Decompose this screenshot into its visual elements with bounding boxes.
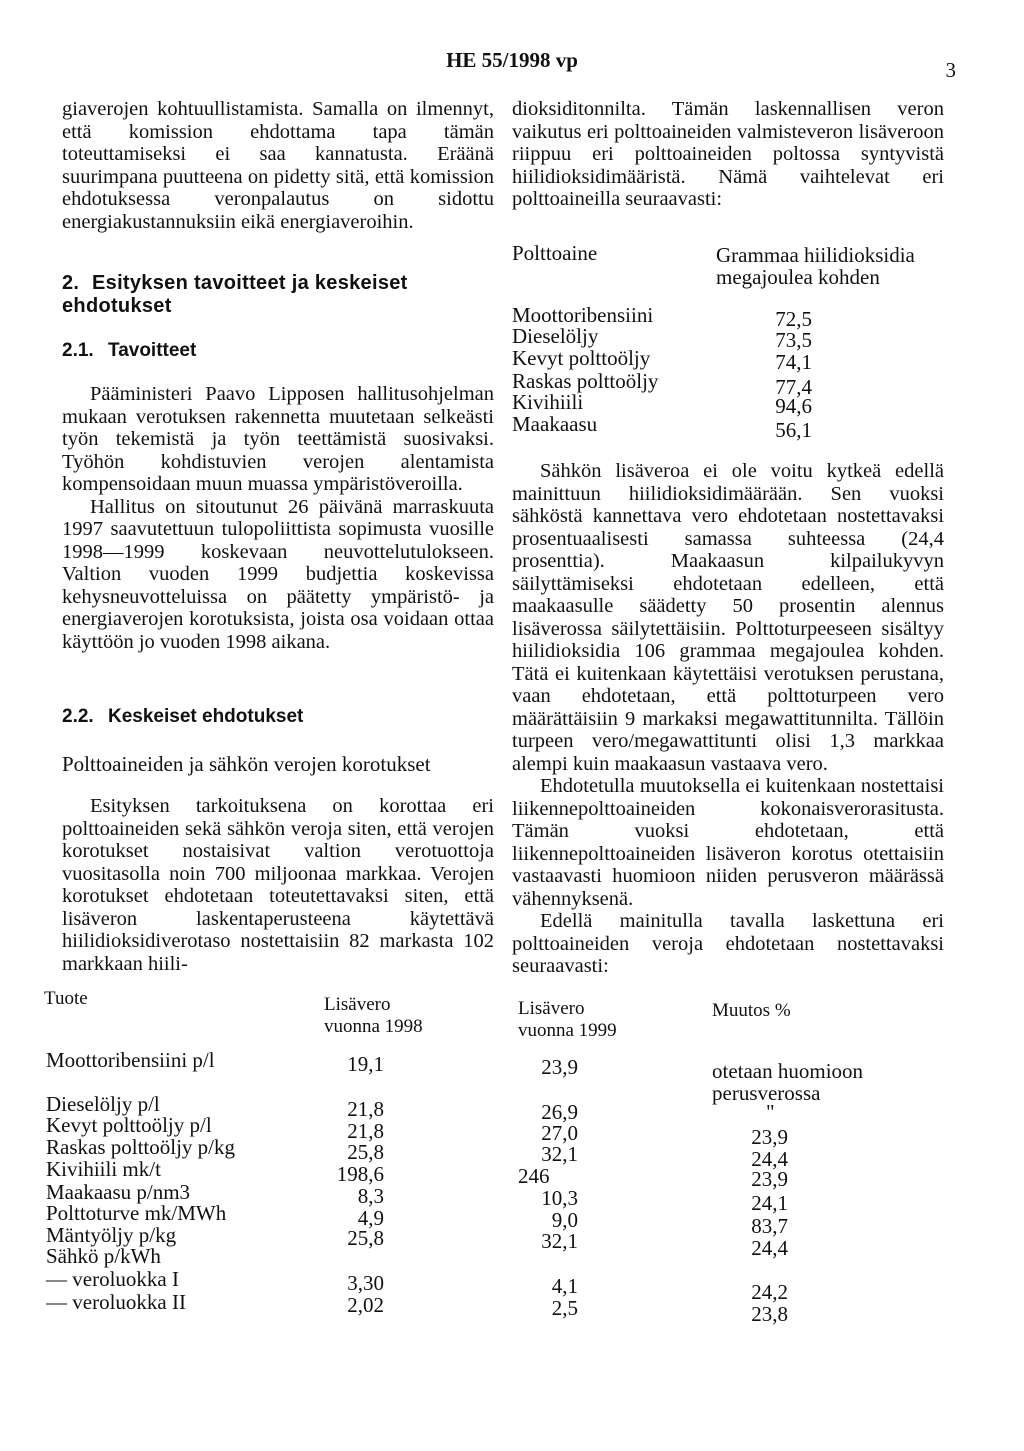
tax-row-1999: 27,0 xyxy=(541,1121,578,1145)
tax-table-header-1999-year: vuonna 1999 xyxy=(518,1020,617,1041)
tax-row-1998: 3,30 xyxy=(347,1271,384,1295)
tax-row-product: Dieselöljy p/l xyxy=(46,1092,160,1116)
tax-row-1999: 32,1 xyxy=(541,1229,578,1253)
section-heading-2-2 xyxy=(62,706,303,728)
paragraph: Sähkön lisäveroa ei ole voitu kytkeä edellä mainittuun hiilidioksidimäärään. Sen vuoksi sähköstä kannettava vero ehdotetaan nostettavaksi prosentuaalisesti samassa suhteessa (24,4 prosenttia). Maakaasun kilpailukyvyn säilyttämiseksi ehdotetaan edelleen, että maakaasulle säädetty 50 prosentin alennus lisäverossa säilytettäisiin. Polttoturpeeseen sisältyy hiilidioksidia 106 grammaa megajoulea kohden. Tätä ei kuitenkaan käytettäisi verotuksen perustana, vaan ehdotetaan, että polttoturpeen vero määrättäisiin 9 markaksi megawattitunnilta. Tällöin turpeen vero/megawattitunti olisi 1,3 markkaa alempi kuin maakaasun vastaava vero. xyxy=(512,460,944,775)
tax-row-product: Moottoribensiini p/l xyxy=(46,1048,215,1072)
tax-row-1998: 8,3 xyxy=(357,1184,384,1208)
tax-row-product: — veroluokka II xyxy=(46,1290,186,1314)
co2-row-value: 72,5 xyxy=(775,307,812,331)
paragraph: Pääministeri Paavo Lipposen hallitusohjelman mukaan verotuksen rakennetta muutetaan selkeästi työn tekemistä ja työn teettämistä suosivaksi. Työhön kohdistuvien verojen alentamista kompensoidaan muun muassa ympäristöveroilla. xyxy=(62,383,494,495)
tax-row-1999: 9,0 xyxy=(551,1208,578,1232)
tax-row-product: Kivihiili mk/t xyxy=(46,1157,161,1181)
tax-row-change-cont: perusverossa xyxy=(712,1081,821,1105)
section-number: 2.2. xyxy=(62,706,94,727)
paragraph-continuation: dioksiditonnilta. Tämän laskennallisen veron vaikutus eri polttoaineiden valmisteveron lisäveroon riippuu eri polttoaineiden poltossa syntyvistä hiilidioksidimääristä. Nämä vaihtelevat eri polttoaineilla seuraavasti: xyxy=(512,98,944,210)
section-heading-2-1 xyxy=(62,340,196,362)
running-header: HE 55/1998 vp xyxy=(446,48,578,72)
tax-row-1999: 4,1 xyxy=(551,1274,578,1298)
co2-row-name: Moottoribensiini xyxy=(512,303,654,327)
tax-row-change: 24,1 xyxy=(751,1191,788,1215)
co2-row-name: Raskas polttoöljy xyxy=(512,369,659,393)
co2-row-name: Kevyt polttoöljy xyxy=(512,346,651,370)
tax-row-change: " xyxy=(766,1100,775,1124)
tax-row-product: Kevyt polttoöljy p/l xyxy=(46,1113,212,1137)
co2-row-name: Dieselöljy xyxy=(512,324,599,348)
section-number: 2.1. xyxy=(62,340,94,361)
tax-row-1998: 4,9 xyxy=(357,1206,384,1230)
tax-table-header-change: Muutos % xyxy=(712,1000,791,1021)
tax-row-change: 24,2 xyxy=(751,1280,788,1304)
co2-table-header-fuel: Polttoaine xyxy=(512,241,598,265)
co2-row-name: Maakaasu xyxy=(512,412,598,436)
tax-row-1998: 21,8 xyxy=(347,1119,384,1143)
co2-row-value: 94,6 xyxy=(775,394,812,418)
co2-row-value: 73,5 xyxy=(775,328,812,352)
tax-row-product: Polttoturve mk/MWh xyxy=(46,1201,227,1225)
tax-row-product: Mäntyöljy p/kg xyxy=(46,1223,177,1247)
left-body-1 xyxy=(62,383,494,653)
tax-row-product: — veroluokka I xyxy=(46,1267,179,1291)
tax-row-1998: 19,1 xyxy=(347,1052,384,1076)
paragraph: Hallitus on sitoutunut 26 päivänä marraskuuta 1997 saavutettuun tulopoliittista sopimusta vuosille 1998—1999 koskevaan neuvottelutulokseen. Valtion vuoden 1999 budjettia koskevissa kehysneuvotteluissa on päätetty ympäristö- ja energiaverojen korotuksista, joista osa voidaan ottaa käyttöön jo vuoden 1998 aikana. xyxy=(62,495,494,653)
tax-row-1999: 246 xyxy=(518,1164,550,1188)
tax-table-header-1998-year: vuonna 1998 xyxy=(324,1016,423,1037)
tax-row-1999: 10,3 xyxy=(541,1186,578,1210)
tax-row-1999: 32,1 xyxy=(541,1142,578,1166)
tax-row-change: otetaan huomioon xyxy=(712,1059,864,1083)
paragraph: Esityksen tarkoituksena on korottaa eri polttoaineiden sekä sähkön veroja siten, että verojen korotukset nostaisivat valtion verotuottoja vuositasolla noin 700 miljoonaa markkaa. Verojen korotukset ehdotetaan toteutettavaksi siten, että lisäveron laskentaperusteena käytettävä hiilidioksidiverotaso nostettaisiin 82 markasta 102 markkaan hiili- xyxy=(62,795,494,975)
paragraph-continuation: giaverojen kohtuullistamista. Samalla on ilmennyt, että komission ehdottama tapa tämän toteuttamiseksi ei saa kannatusta. Eräänä suurimpana puutteena on pidetty sitä, että komission ehdotuksessa veronpalautus on sidottu energiakustannuksiin eikä energiaveroihin. xyxy=(62,98,494,233)
tax-row-product: Maakaasu p/nm3 xyxy=(46,1180,191,1204)
left-body-2 xyxy=(62,795,494,975)
left-column xyxy=(62,98,494,233)
co2-row-name: Kivihiili xyxy=(512,390,584,414)
paragraph: Edellä mainitulla tavalla laskettuna eri polttoaineiden veroja ehdotetaan nostettavaksi seuraavasti: xyxy=(512,910,944,977)
tax-row-change: 23,8 xyxy=(751,1302,788,1326)
section-title: Esityksen tavoitteet ja keskeiset ehdotukset xyxy=(62,272,408,317)
tax-row-change: 23,9 xyxy=(751,1167,788,1191)
section-title: Keskeiset ehdotukset xyxy=(108,706,304,727)
tax-table-header-product: Tuote xyxy=(44,988,88,1009)
right-body-2 xyxy=(512,460,944,978)
right-body-1 xyxy=(512,98,944,211)
tax-table-header-1999: Lisävero xyxy=(518,998,585,1019)
tax-row-change: 83,7 xyxy=(751,1214,788,1238)
tax-row-product: Raskas polttoöljy p/kg xyxy=(46,1135,235,1159)
section-heading-2 xyxy=(62,272,462,318)
section-number: 2. xyxy=(62,272,80,294)
tax-row-1999: 23,9 xyxy=(541,1055,578,1079)
tax-row-1998: 2,02 xyxy=(347,1293,384,1317)
tax-row-1998: 198,6 xyxy=(336,1162,384,1186)
co2-row-value: 74,1 xyxy=(775,350,812,374)
tax-table-header-1998: Lisävero xyxy=(324,994,391,1015)
tax-row-1998: 25,8 xyxy=(347,1226,384,1250)
co2-row-value: 56,1 xyxy=(775,418,812,442)
tax-row-change: 24,4 xyxy=(751,1147,788,1171)
section-title: Tavoitteet xyxy=(108,340,197,361)
co2-table-header-grams: Grammaa hiilidioksidia xyxy=(716,243,915,267)
paragraph: Ehdotetulla muutoksella ei kuitenkaan nostettaisi liikennepolttoaineiden kokonaisverorasitusta. Tämän vuoksi ehdotetaan, että liikennepolttoaineiden lisäveron korotus otettaisiin vastaavasti huomioon niiden perusveron määrässä vähennyksenä. xyxy=(512,775,944,910)
subheading: Polttoaineiden ja sähkön verojen korotukset xyxy=(62,752,431,776)
page-number: 3 xyxy=(945,58,956,82)
tax-row-product: Sähkö p/kWh xyxy=(46,1244,161,1268)
co2-table-header-grams-unit: megajoulea kohden xyxy=(716,265,880,289)
tax-row-change: 24,4 xyxy=(751,1236,788,1260)
tax-row-1998: 21,8 xyxy=(347,1097,384,1121)
tax-row-1999: 26,9 xyxy=(541,1100,578,1124)
co2-row-value: 77,4 xyxy=(775,375,812,399)
tax-row-1999: 2,5 xyxy=(551,1296,578,1320)
tax-row-1998: 25,8 xyxy=(347,1140,384,1164)
tax-row-change: 23,9 xyxy=(751,1125,788,1149)
